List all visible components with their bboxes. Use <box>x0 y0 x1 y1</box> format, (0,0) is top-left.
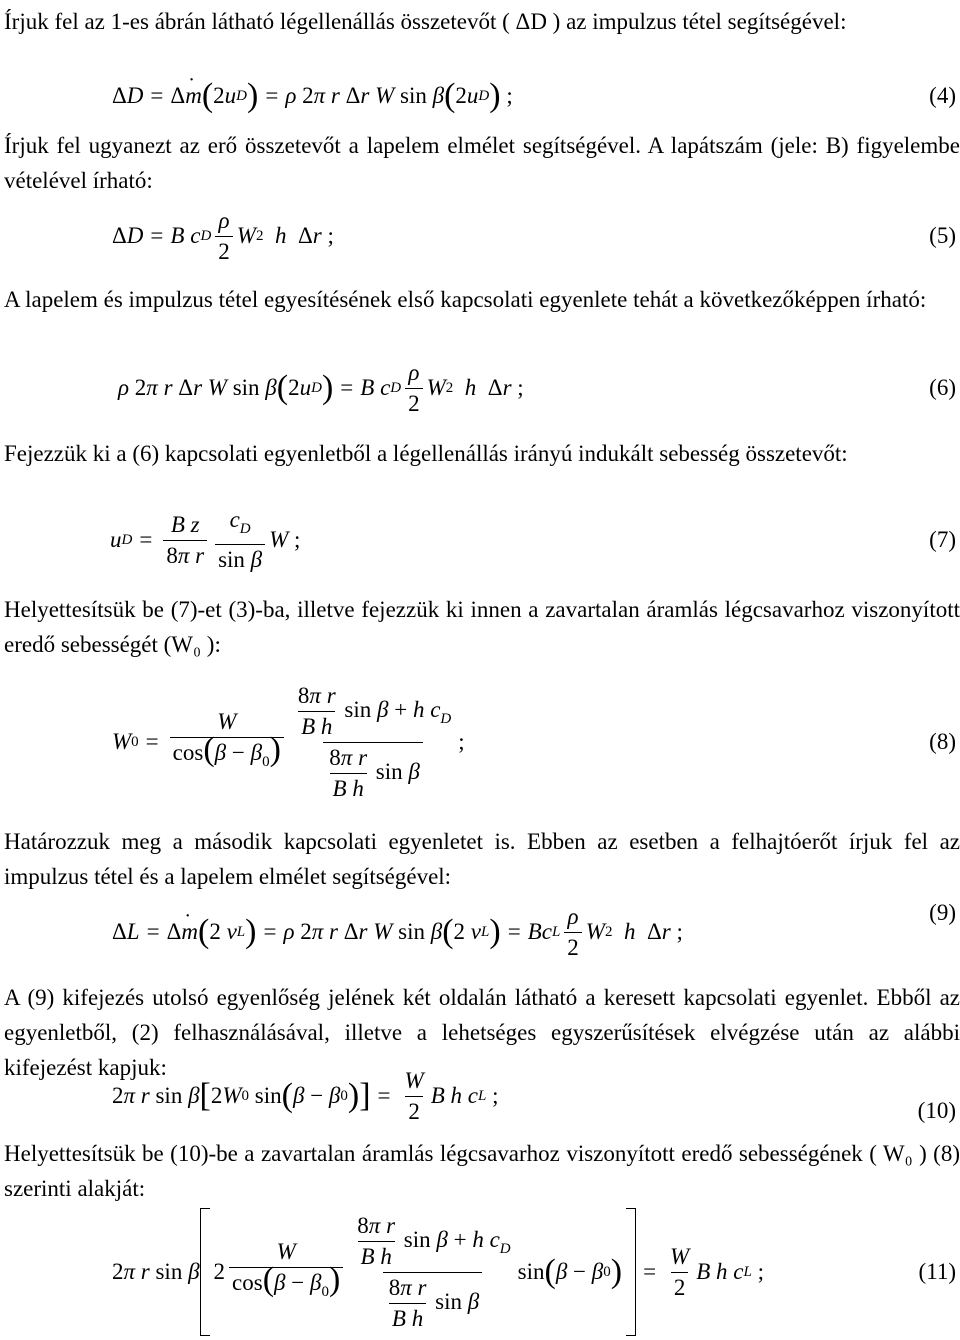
left-bracket <box>200 1208 210 1336</box>
equation-5 <box>0 204 960 268</box>
equation-7-formula: u D = $\frac{\text{B z}}{\text{8π r}}$ $\frac{c_D}{\text{sin β}}$ W ; <box>110 505 300 575</box>
paragraph-3: A lapelem és impulzus tétel egyesítésének első kapcsolati egyenlete tehát a következőképpen írható: <box>4 287 927 312</box>
paragraph-1: Írjuk fel az 1-es ábrán látható légellenállás összetevőt ( ΔD ) az impulzus tétel segítségével: <box>4 9 847 34</box>
fraction-rho-over-2: $\frac{\rho}{2}$ <box>215 206 233 267</box>
right-bracket <box>626 1208 636 1336</box>
equation-4-number: (4) <box>929 83 956 108</box>
fraction-w-over-2: $\frac{W}{2}$ <box>402 1066 427 1127</box>
fraction-rho-over-2: $\frac{\rho}{2}$ <box>405 358 423 419</box>
paragraph-8: Helyettesítsük be (10)-be a zavartalan áramlás légcsavarhoz viszonyított eredő sebességének ( W₀ ) (8) szerinti alakját: <box>4 1141 960 1201</box>
equation-7 <box>0 508 960 572</box>
equation-11-number: (11) <box>918 1259 956 1284</box>
equation-5-formula: Δ D = B c D $\frac{\rho}{2}$ W 2 h Δ r ; <box>112 206 334 267</box>
equation-9-number: (9) <box>929 900 956 925</box>
paragraph-5: Helyettesítsük be (7)-et (3)-ba, illetve fejezzük ki innen a zavartalan áramlás légcsavarhoz viszonyított eredő sebességét (W₀ ): <box>4 597 960 657</box>
fraction-big: $\frac{\text{8π r}}{\text{B h}}$ sin β + h $c_D$ $\frac{\text{8π r}}{\text{B h}}$ sin β <box>292 681 454 804</box>
equation-4-formula: Δ D = Δ m · ( 2 u D ) = ρ 2 π r Δ r W sin β ( 2 u D ) ; <box>112 83 513 109</box>
equation-10-formula: 2 π r sin β [ 2 W 0 sin ( β − β 0 ) ] = $\frac{W}{2}$ B h c L ; <box>112 1066 498 1127</box>
equation-6 <box>0 356 960 420</box>
fraction-rho-over-2: $\frac{\rho}{2}$ <box>564 902 582 963</box>
paragraph-6: Határozzuk meg a második kapcsolati egyenletet is. Ebben az esetben a felhajtóerőt írjuk fel az impulzus tétel és a lapelem elmélet segítségével: <box>4 829 960 889</box>
equation-8-formula: W 0 = $\frac{W}{\cos(\beta - \beta_0)}$ $\frac{\text{8π r}}{\text{B h}}$ sin β + h $c_D$ $\frac{\text{8π r}}{\text{B h}}$ sin β ; <box>112 681 465 804</box>
equation-8-number: (8) <box>929 729 956 754</box>
equation-6-number: (6) <box>929 375 956 400</box>
fraction-big: $\frac{\text{8π r}}{\text{B h}}$ sin β + h $c_D$ $\frac{\text{8π r}}{\text{B h}}$ sin β <box>351 1211 513 1334</box>
paragraph-2: Írjuk fel ugyanezt az erő összetevőt a lapelem elmélet segítségével. A lapátszám (jele: B) figyelembe vételével írható: <box>4 133 960 193</box>
equation-10 <box>0 1064 960 1128</box>
equation-11-formula: 2 π r sin β 2 $\frac{W}{\cos(\beta - \beta_0)}$ $\frac{\text{8π r}}{\text{B h}}$ sin β + h $c_D$ $\frac{\text{8π r}}{\text{B h}}$ sin β sin ( β − β 0 ) = $\frac{W}{2}$ B h c L ; <box>112 1208 764 1336</box>
equation-10-number: (10) <box>917 1098 956 1123</box>
equation-5-number: (5) <box>929 223 956 248</box>
fraction-w-over-cos: $\frac{W}{\cos(\beta - \beta_0)}$ <box>170 707 284 777</box>
equation-9 <box>0 900 960 964</box>
fraction-bz-over-8pir: $\frac{\text{B z}}{\text{8π r}}$ <box>163 510 207 571</box>
fraction-w-over-cos: $\frac{W}{\cos(\beta - \beta_0)}$ <box>229 1237 343 1307</box>
equation-11 <box>0 1208 960 1336</box>
paragraph-7: A (9) kifejezés utolsó egyenlőség jelének két oldalán látható a keresett kapcsolati egyenlet. Ebből az egyenletből, (2) felhasználásával, illetve a lehetséges egyszerűsítések elvégzése után az alábbi kifejezést kapjuk: <box>4 985 960 1080</box>
equation-6-formula: ρ 2 π r Δ r W sin β ( 2 u D ) = B c D $\frac{\rho}{2}$ W 2 h Δ r ; <box>118 358 524 419</box>
paragraph-4: Fejezzük ki a (6) kapcsolati egyenletből a légellenállás irányú indukált sebesség összetevőt: <box>4 441 848 466</box>
equation-8 <box>0 672 960 812</box>
equation-7-number: (7) <box>929 527 956 552</box>
fraction-w-over-2: $\frac{W}{2}$ <box>667 1242 692 1303</box>
equation-9-formula: Δ L = Δ m · ( 2 v L ) = ρ 2 π r Δ r W sin β ( 2 v L ) = Bc L $\frac{\rho}{2}$ W 2 h Δ r ; <box>112 902 683 963</box>
equation-4 <box>0 76 960 116</box>
fraction-cd-over-sinbeta: $\frac{c_D}{\text{sin β}}$ <box>215 505 265 575</box>
